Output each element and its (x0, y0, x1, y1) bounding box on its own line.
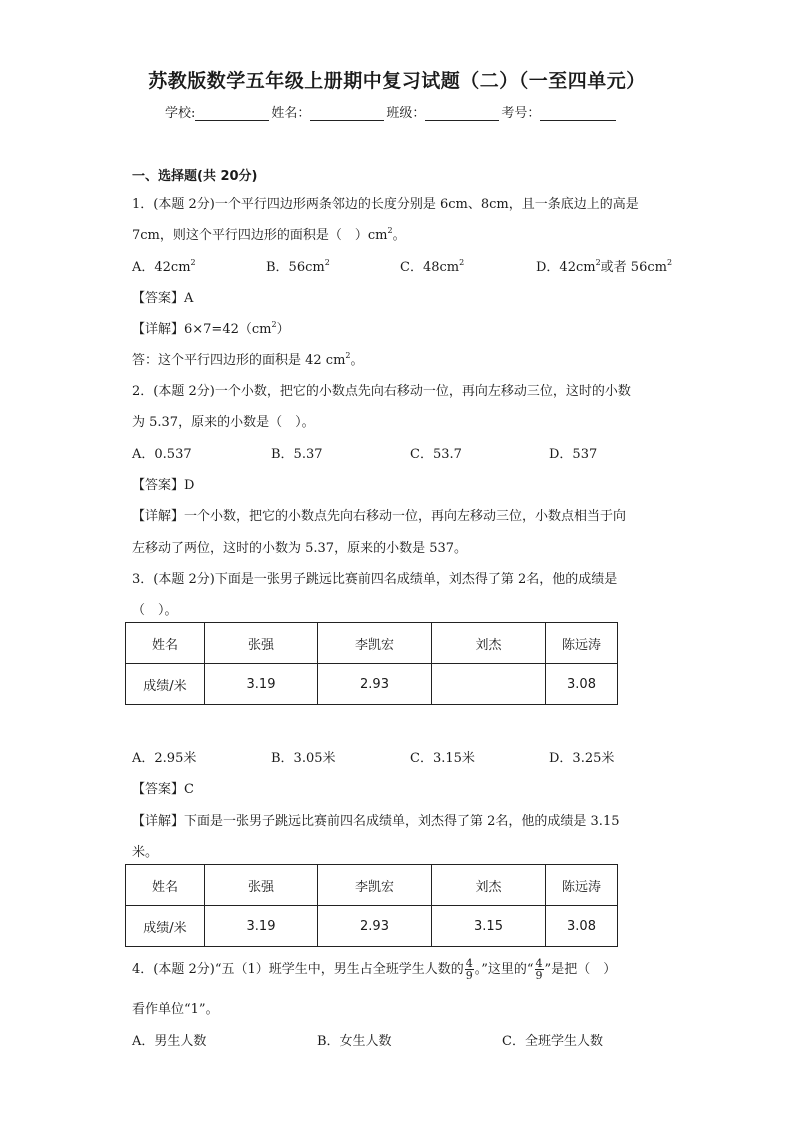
q4-option-c[interactable]: C．全班学生人数 (502, 1034, 603, 1049)
q1-conclusion-text: 答：这个平行四边形的面积是 42 cm (132, 353, 346, 368)
q1-option-d-text2: 或者 56cm (600, 260, 667, 275)
q4-fraction-1 (465, 958, 474, 981)
table-header-cell: 姓名 (126, 865, 205, 906)
table-cell (432, 664, 546, 705)
q2-option-a[interactable]: A．0.537 (132, 447, 192, 462)
q1-text-line2-main: 7cm，则这个平行四边形的面积是（ ）cm (132, 228, 388, 243)
table-row (126, 664, 618, 705)
table-cell: 3.08 (546, 664, 618, 705)
table-header-cell: 姓名 (126, 623, 205, 664)
table-header-cell: 李凯宏 (318, 623, 432, 664)
table-header-cell: 陈远涛 (546, 865, 618, 906)
table-cell: 3.19 (205, 906, 318, 947)
q2-text-line2: 为 5.37，原来的小数是（ ）。 (132, 415, 315, 430)
school-blank[interactable] (195, 107, 269, 121)
name-label: 姓名： (271, 106, 311, 121)
section-heading: 一、选择题(共 20分) (132, 169, 258, 184)
q3-option-c[interactable]: C．3.15米 (410, 751, 475, 766)
school-label: 学校: (165, 106, 196, 121)
table-header-cell: 李凯宏 (318, 865, 432, 906)
q4-option-b[interactable]: B．女生人数 (317, 1034, 392, 1049)
q4-fraction-1-denominator: 9 (465, 969, 473, 982)
q1-text-line2 (132, 224, 406, 243)
q3-text-line1: 3．(本题 2分)下面是一张男子跳远比赛前四名成绩单，刘杰得了第 2名，他的成绩是 (132, 572, 618, 587)
q1-option-d-sup2: 2 (666, 258, 673, 267)
q2-answer: 【答案】D (132, 478, 195, 493)
q1-conclusion-end: 。 (350, 353, 364, 368)
exam-number-label: 考号： (501, 106, 541, 121)
q1-detail-text: 【详解】6×7=42（cm (132, 322, 272, 337)
q1-option-a-sup: 2 (190, 258, 196, 267)
q3-option-b[interactable]: B．3.05米 (271, 751, 336, 766)
table-row (126, 623, 618, 664)
table-header-cell: 刘杰 (432, 623, 546, 664)
q1-option-c[interactable] (400, 256, 464, 275)
table-header-cell: 刘杰 (432, 865, 546, 906)
q3-detail-line2: 米。 (132, 845, 159, 860)
q3-answer: 【答案】C (132, 782, 194, 797)
q2-option-d[interactable]: D．537 (549, 447, 598, 462)
q3-option-d[interactable]: D．3.25米 (549, 751, 615, 766)
q1-option-d-text1: D．42cm (536, 260, 596, 275)
student-info-line (165, 102, 618, 121)
q1-text-line1: 1．(本题 2分)一个平行四边形两条邻边的长度分别是 6cm、8cm，且一条底边上的高是 (132, 197, 639, 212)
q1-option-b[interactable] (266, 256, 330, 275)
q3-detail-line1: 【详解】下面是一张男子跳远比赛前四名成绩单，刘杰得了第 2名，他的成绩是 3.15 (132, 814, 620, 829)
q1-option-d[interactable] (536, 256, 672, 275)
q1-detail-sup: 2 (271, 320, 277, 329)
q4-option-a[interactable]: A．男生人数 (132, 1034, 207, 1049)
class-label: 班级： (386, 106, 426, 121)
table-cell: 2.93 (318, 906, 432, 947)
table-cell: 3.19 (205, 664, 318, 705)
table-cell: 2.93 (318, 664, 432, 705)
q1-conclusion-sup: 2 (345, 351, 351, 360)
table-cell: 成绩/米 (126, 664, 205, 705)
q1-sup: 2 (387, 226, 393, 235)
q1-option-d-sup1: 2 (595, 258, 601, 267)
q3-option-a[interactable]: A．2.95米 (132, 751, 197, 766)
page-title: 苏教版数学五年级上册期中复习试题（二）（一至四单元） (148, 70, 646, 92)
q1-text-line2-end: 。 (392, 228, 406, 243)
table-header-cell: 张强 (205, 865, 318, 906)
q1-detail-end: ） (276, 322, 290, 337)
q2-option-b[interactable]: B．5.37 (271, 447, 323, 462)
table-row (126, 865, 618, 906)
q1-answer: 【答案】A (132, 291, 194, 306)
q4-fraction-1-numerator: 4 (465, 957, 473, 970)
q2-detail-line2: 左移动了两位，这时的小数为 5.37，原来的小数是 537。 (132, 541, 468, 556)
q2-option-c[interactable]: C．53.7 (410, 447, 462, 462)
q1-option-b-sup: 2 (324, 258, 330, 267)
q1-option-c-sup: 2 (459, 258, 465, 267)
q1-option-c-text: C．48cm (400, 260, 460, 275)
q3-text-line2: （ ）。 (132, 603, 178, 618)
q4-text-part2: 。”这里的“ (474, 962, 534, 977)
q2-text-line1: 2．(本题 2分)一个小数，把它的小数点先向右移动一位，再向左移动三位，这时的小数 (132, 384, 631, 399)
q1-option-b-text: B．56cm (266, 260, 325, 275)
q3-answer-table (125, 864, 618, 947)
q4-text-line1 (132, 958, 616, 981)
q4-text-line2: 看作单位“1”。 (132, 1002, 219, 1017)
q2-detail-line1: 【详解】一个小数，把它的小数点先向右移动一位，再向左移动三位，小数点相当于向 (132, 509, 627, 524)
q1-option-a[interactable] (132, 256, 196, 275)
exam-number-blank[interactable] (540, 107, 616, 121)
q4-fraction-2-numerator: 4 (535, 957, 543, 970)
q3-score-table (125, 622, 618, 705)
q1-option-a-text: A．42cm (132, 260, 191, 275)
table-cell: 成绩/米 (126, 906, 205, 947)
class-blank[interactable] (425, 107, 499, 121)
q4-fraction-2-denominator: 9 (535, 969, 543, 982)
table-cell: 3.08 (546, 906, 618, 947)
q4-fraction-2 (535, 958, 544, 981)
table-header-cell: 陈远涛 (546, 623, 618, 664)
q4-text-part3: ”是把（ ） (544, 962, 617, 977)
name-blank[interactable] (310, 107, 384, 121)
q1-detail (132, 318, 290, 337)
table-cell: 3.15 (432, 906, 546, 947)
q1-conclusion (132, 349, 364, 368)
table-header-cell: 张强 (205, 623, 318, 664)
table-row (126, 906, 618, 947)
q4-text-part1: 4．(本题 2分)“五（1）班学生中，男生占全班学生人数的 (132, 962, 464, 977)
